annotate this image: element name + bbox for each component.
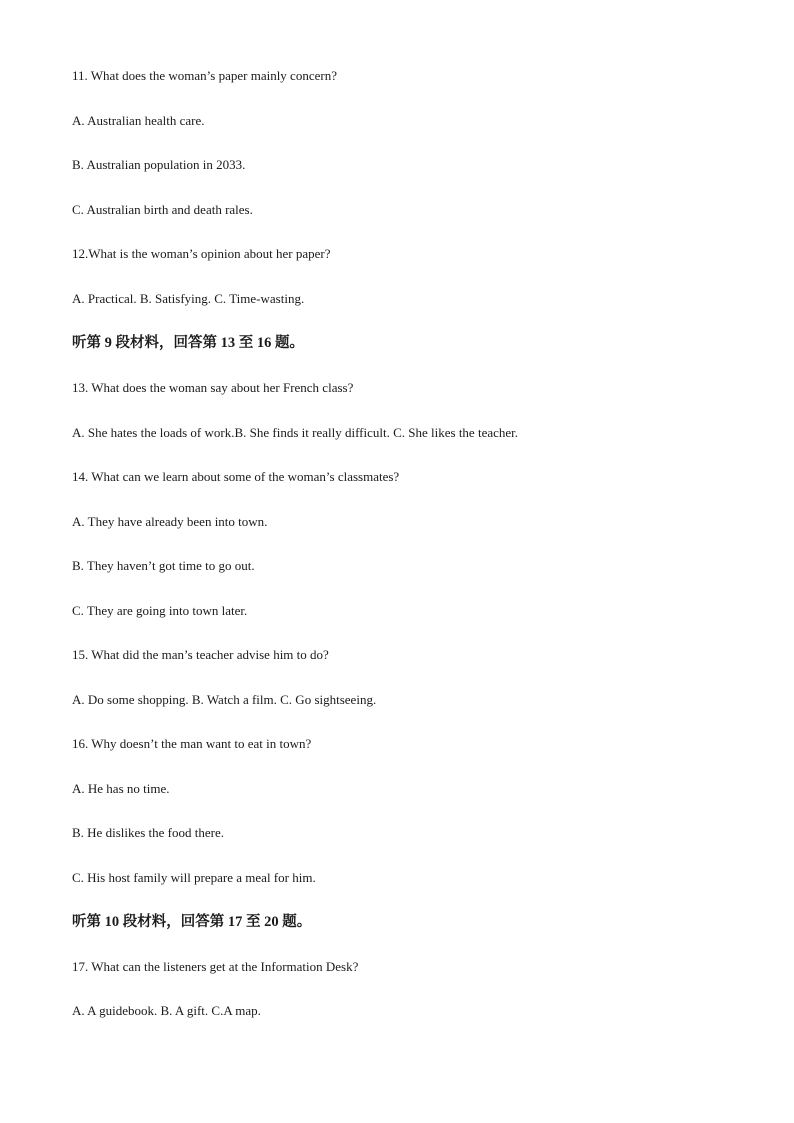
options-17: A. A guidebook. B. A gift. C.A map. [72,1003,261,1018]
question-15: 15. What did the man’s teacher advise him to do? [72,647,329,662]
options-13: A. She hates the loads of work.B. She finds it really difficult. C. She likes the teacher. [72,425,519,440]
question-12: 12.What is the woman’s opinion about her paper? [72,246,331,261]
question-17: 17. What can the listeners get at the Information Desk? [72,959,359,974]
question-13: 13. What does the woman say about her French class? [72,380,354,395]
question-11: 11. What does the woman’s paper mainly concern? [72,68,337,83]
option-14-b: B. They haven’t got time to go out. [72,558,255,573]
section-heading-10: 听第 10 段材料，回答第 17 至 20 题。 [72,914,312,930]
option-16-c: C. His host family will prepare a meal for him. [72,870,316,885]
question-14: 14. What can we learn about some of the woman’s classmates? [72,469,400,484]
options-15: A. Do some shopping. B. Watch a film. C. Go sightseeing. [72,692,377,707]
option-16-a: A. He has no time. [72,781,170,796]
option-11-c: C. Australian birth and death rales. [72,202,253,217]
option-14-c: C. They are going into town later. [72,603,248,618]
option-16-b: B. He dislikes the food there. [72,825,224,840]
question-16: 16. Why doesn’t the man want to eat in town? [72,736,312,751]
option-14-a: A. They have already been into town. [72,514,268,529]
options-12: A. Practical. B. Satisfying. C. Time-wasting. [72,291,305,306]
option-11-a: A. Australian health care. [72,113,205,128]
option-11-b: B. Australian population in 2033. [72,157,246,172]
section-heading-9: 听第 9 段材料，回答第 13 至 16 题。 [72,335,304,351]
